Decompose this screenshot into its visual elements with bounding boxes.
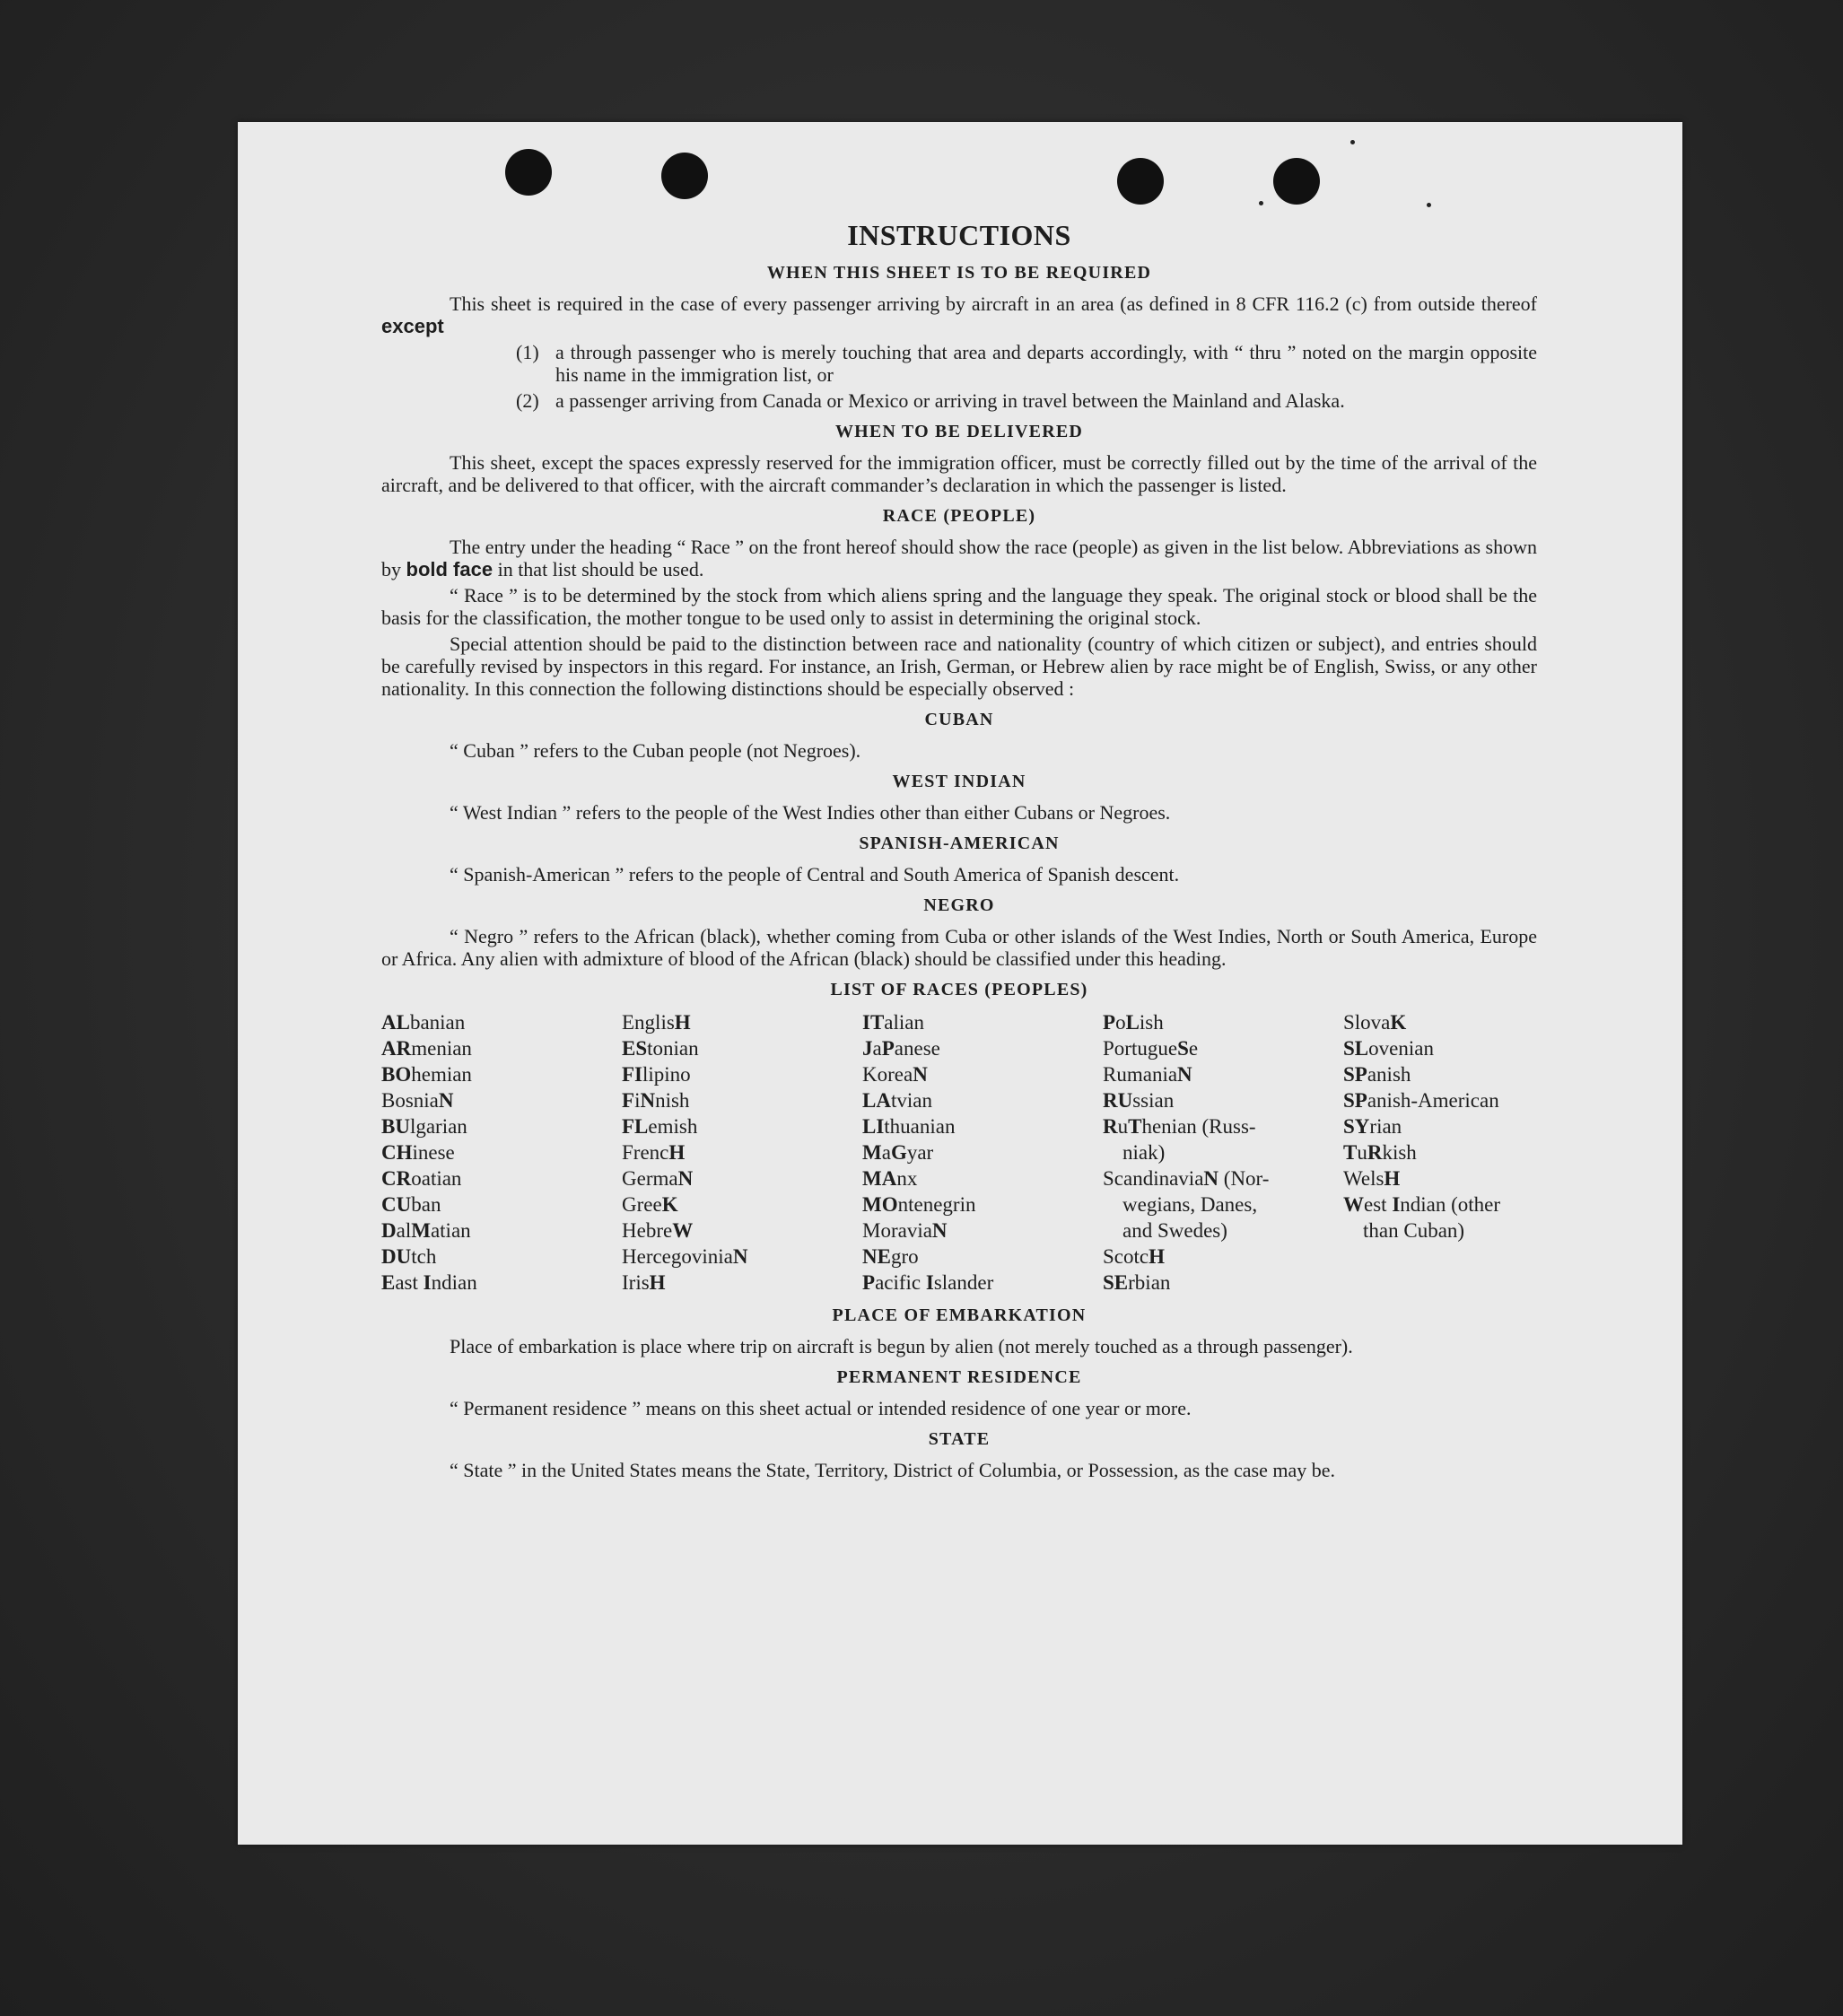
race-abbreviation: D bbox=[381, 1219, 397, 1242]
race-text: Gree bbox=[622, 1193, 662, 1216]
cuban-text: “ Cuban ” refers to the Cuban people (not Negroes). bbox=[450, 739, 861, 762]
race-abbreviation: K bbox=[1390, 1011, 1407, 1034]
race-entry bbox=[622, 1087, 862, 1113]
when-delivered-text: This sheet, except the spaces expressly reserved for the immigration officer, must be correctly filled out by the time of the arrival of the aircraft, and be delivered to that officer, with the aircraft commander’s declaration in which the passenger is listed. bbox=[381, 451, 1537, 496]
race-abbreviation: I bbox=[925, 1271, 934, 1294]
race-entry bbox=[862, 1217, 1103, 1244]
race-text: anish-American bbox=[1367, 1089, 1499, 1112]
race-text: ovenian bbox=[1368, 1037, 1434, 1060]
race-abbreviation: T bbox=[1128, 1115, 1142, 1138]
race-text: ast bbox=[395, 1271, 424, 1294]
race-abbreviation: N bbox=[732, 1245, 748, 1268]
race-abbreviation: FL bbox=[622, 1115, 649, 1138]
race-column bbox=[1343, 1009, 1537, 1296]
punch-hole bbox=[1117, 158, 1164, 205]
race-text: Wels bbox=[1343, 1167, 1384, 1190]
race-text: Hercegovinia bbox=[622, 1245, 733, 1268]
race-text: est bbox=[1364, 1193, 1393, 1216]
race-text: Germa bbox=[622, 1167, 678, 1190]
scan-speck bbox=[1259, 201, 1263, 205]
race-text: Bosnia bbox=[381, 1089, 439, 1112]
race-abbreviation: MO bbox=[862, 1193, 898, 1216]
race-text: niak) bbox=[1122, 1141, 1166, 1164]
race-abbreviation: T bbox=[1343, 1141, 1358, 1164]
race-entry bbox=[1343, 1061, 1537, 1087]
race-entry bbox=[381, 1165, 622, 1191]
west-indian-text: “ West Indian ” refers to the people of the West Indies other than either Cubans or Negroes. bbox=[450, 801, 1171, 824]
race-entry bbox=[1103, 1009, 1343, 1035]
race-abbreviation: M bbox=[862, 1141, 882, 1164]
race-abbreviation: N bbox=[1177, 1063, 1192, 1086]
race-abbreviation: BO bbox=[381, 1063, 412, 1086]
scan-speck bbox=[1350, 140, 1355, 144]
race-entry bbox=[1343, 1139, 1537, 1165]
race-column bbox=[1103, 1009, 1343, 1296]
race-entry bbox=[862, 1035, 1103, 1061]
race-abbreviation: NE bbox=[862, 1245, 891, 1268]
races-list bbox=[381, 1009, 1537, 1296]
race-entry bbox=[862, 1191, 1103, 1217]
race-abbreviation: RU bbox=[1103, 1089, 1133, 1112]
race-text: slander bbox=[933, 1271, 994, 1294]
race-text: menian bbox=[411, 1037, 472, 1060]
race-text: emish bbox=[648, 1115, 698, 1138]
race-text: a bbox=[881, 1141, 891, 1164]
race-text: i bbox=[634, 1089, 641, 1112]
race-abbreviation: P bbox=[862, 1271, 876, 1294]
race-entry bbox=[862, 1113, 1103, 1139]
race-entry bbox=[381, 1035, 622, 1061]
race-text: wegians, Danes, bbox=[1122, 1193, 1258, 1216]
race-entry bbox=[622, 1165, 862, 1191]
race-abbreviation: N bbox=[640, 1089, 656, 1112]
race-text: Scandinavia bbox=[1103, 1167, 1204, 1190]
punch-hole bbox=[505, 149, 552, 196]
race-text: and Swedes) bbox=[1122, 1219, 1227, 1242]
race-abbreviation: F bbox=[622, 1089, 635, 1112]
race-entry bbox=[1103, 1113, 1343, 1139]
race-abbreviation: N bbox=[438, 1089, 454, 1112]
race-text: Moravia bbox=[862, 1219, 932, 1242]
state-text: “ State ” in the United States means the State, Territory, District of Columbia, or Possession, as the case may be. bbox=[450, 1459, 1336, 1481]
race-entry bbox=[1103, 1217, 1343, 1244]
race-text: Korea bbox=[862, 1063, 913, 1086]
race-text: tvian bbox=[890, 1089, 932, 1112]
race-abbreviation: J bbox=[862, 1037, 873, 1060]
race-abbreviation: SL bbox=[1343, 1037, 1369, 1060]
race-text: ndian (other bbox=[1400, 1193, 1501, 1216]
race-abbreviation: BU bbox=[381, 1115, 410, 1138]
race-abbreviation: IT bbox=[862, 1011, 885, 1034]
race-entry bbox=[1103, 1270, 1343, 1296]
race-entry bbox=[1343, 1165, 1537, 1191]
race-text: (Nor- bbox=[1218, 1167, 1270, 1190]
residence-text: “ Permanent residence ” means on this sheet actual or intended residence of one year or more. bbox=[450, 1397, 1192, 1419]
race-entry bbox=[381, 1087, 622, 1113]
race-entry bbox=[1103, 1139, 1343, 1165]
race-entry bbox=[622, 1139, 862, 1165]
race-abbreviation: LI bbox=[862, 1115, 885, 1138]
race-text: ish bbox=[1139, 1011, 1164, 1034]
embarkation-text: Place of embarkation is place where trip on aircraft is begun by alien (not merely touched as a through passenger). bbox=[450, 1335, 1353, 1357]
race-abbreviation: SY bbox=[1343, 1115, 1370, 1138]
race-abbreviation: I bbox=[423, 1271, 432, 1294]
race-entry bbox=[622, 1035, 862, 1061]
heading-race: RACE (PEOPLE) bbox=[882, 506, 1036, 526]
negro-text: “ Negro ” refers to the African (black), whether coming from Cuba or other islands of the West Indies, North or South America, Europe or Africa. Any alien with admixture of blood of the African (black) should be classified under this heading. bbox=[381, 925, 1537, 970]
when-required-intro bbox=[381, 292, 1537, 337]
race-text: Scotc bbox=[1103, 1245, 1149, 1268]
race-column bbox=[381, 1009, 622, 1296]
race-text: than Cuban) bbox=[1363, 1219, 1465, 1242]
race-text: rbian bbox=[1128, 1271, 1171, 1294]
race-entry bbox=[381, 1009, 622, 1035]
race-text: al bbox=[396, 1219, 412, 1242]
race-entry bbox=[1103, 1165, 1343, 1191]
race-abbreviation: P bbox=[881, 1037, 895, 1060]
page-title: INSTRUCTIONS bbox=[847, 219, 1071, 251]
race-paragraph-2: “ Race ” is to be determined by the stock from which aliens spring and the language they speak. The original stock or blood shall be the basis for the classification, the mother tongue to be used only to assist in determining the original stock. bbox=[381, 584, 1537, 629]
race-entry bbox=[1343, 1087, 1537, 1113]
race-text: tch bbox=[411, 1245, 437, 1268]
instructions-body bbox=[381, 219, 1537, 1481]
item-text: a through passenger who is merely touching that area and departs accordingly, with “ thru ” noted on the margin opposite his name in the immigration list, or bbox=[555, 341, 1537, 386]
race-text: tonian bbox=[647, 1037, 699, 1060]
race-text: lgarian bbox=[409, 1115, 467, 1138]
exception-item bbox=[516, 341, 1537, 386]
race-entry bbox=[862, 1165, 1103, 1191]
race-abbreviation: I bbox=[1392, 1193, 1401, 1216]
race-text: kish bbox=[1382, 1141, 1417, 1164]
race-abbreviation: P bbox=[1103, 1011, 1116, 1034]
race-entry bbox=[1103, 1087, 1343, 1113]
race-entry bbox=[862, 1009, 1103, 1035]
race-text: banian bbox=[409, 1011, 466, 1034]
race-p1-bold: bold face bbox=[406, 558, 494, 580]
race-abbreviation: AR bbox=[381, 1037, 412, 1060]
race-text: hemian bbox=[411, 1063, 472, 1086]
race-abbreviation: FI bbox=[622, 1063, 642, 1086]
race-p1-start: The entry under the heading “ Race ” on the front hereof should show the race (people) as given in the list below. Abbreviations as shown by bbox=[381, 536, 1537, 580]
race-entry bbox=[381, 1217, 622, 1244]
race-text: Hebre bbox=[622, 1219, 673, 1242]
race-text: alian bbox=[884, 1011, 924, 1034]
race-text: Englis bbox=[622, 1011, 675, 1034]
heading-spanish-american: SPANISH-AMERICAN bbox=[859, 833, 1060, 853]
race-abbreviation: CR bbox=[381, 1167, 412, 1190]
race-abbreviation: H bbox=[649, 1271, 666, 1294]
race-abbreviation: DU bbox=[381, 1245, 412, 1268]
spanish-american-text: “ Spanish-American ” refers to the people of Central and South America of Spanish descent. bbox=[450, 863, 1180, 886]
race-abbreviation: L bbox=[1125, 1011, 1140, 1034]
race-text: thuanian bbox=[884, 1115, 956, 1138]
race-abbreviation: N bbox=[931, 1219, 948, 1242]
scan-speck bbox=[1427, 203, 1431, 207]
race-text: inese bbox=[412, 1141, 455, 1164]
race-entry bbox=[381, 1244, 622, 1270]
race-text: atian bbox=[430, 1219, 471, 1242]
race-entry bbox=[622, 1061, 862, 1087]
race-text: Rumania bbox=[1103, 1063, 1178, 1086]
race-text: ban bbox=[411, 1193, 441, 1216]
race-text: nx bbox=[896, 1167, 918, 1190]
race-text: ntenegrin bbox=[897, 1193, 976, 1216]
race-entry bbox=[1343, 1217, 1537, 1244]
race-abbreviation: K bbox=[661, 1193, 678, 1216]
heading-negro: NEGRO bbox=[923, 895, 995, 915]
race-entry bbox=[1103, 1035, 1343, 1061]
race-text: u bbox=[1117, 1115, 1129, 1138]
heading-when-delivered: WHEN TO BE DELIVERED bbox=[834, 422, 1084, 441]
document-page bbox=[238, 122, 1682, 1845]
race-entry bbox=[622, 1191, 862, 1217]
race-text: nish bbox=[655, 1089, 690, 1112]
race-abbreviation: CH bbox=[381, 1141, 413, 1164]
race-text: acific bbox=[875, 1271, 926, 1294]
race-entry bbox=[622, 1270, 862, 1296]
race-entry bbox=[622, 1217, 862, 1244]
heading-permanent-residence: PERMANENT RESIDENCE bbox=[836, 1367, 1082, 1387]
race-p1-end: in that list should be used. bbox=[497, 558, 704, 580]
race-text: ssian bbox=[1132, 1089, 1175, 1112]
race-abbreviation: S bbox=[1177, 1037, 1189, 1060]
intro-except: except bbox=[381, 315, 444, 337]
race-abbreviation: ES bbox=[622, 1037, 648, 1060]
race-entry bbox=[862, 1061, 1103, 1087]
heading-state: STATE bbox=[928, 1429, 991, 1449]
race-abbreviation: MA bbox=[862, 1167, 897, 1190]
race-entry bbox=[381, 1113, 622, 1139]
race-abbreviation: N bbox=[913, 1063, 928, 1086]
race-paragraph-3: Special attention should be paid to the distinction between race and nationality (country of which citizen or subject), and entries should be carefully revised by inspectors in this regard. For instance, an Irish, German, or Hebrew alien by race might be of English, Swiss, or any other nationality. In this connection the following distinctions should be especially observed : bbox=[381, 633, 1537, 700]
race-entry bbox=[622, 1113, 862, 1139]
race-abbreviation: G bbox=[890, 1141, 907, 1164]
race-entry bbox=[1103, 1191, 1343, 1217]
race-paragraph-1 bbox=[381, 536, 1537, 580]
item-number: (2) bbox=[516, 389, 539, 412]
heading-west-indian: WEST INDIAN bbox=[892, 772, 1026, 791]
heading-embarkation: PLACE OF EMBARKATION bbox=[832, 1305, 1087, 1325]
race-text: o bbox=[1115, 1011, 1126, 1034]
race-text: Frenc bbox=[622, 1141, 669, 1164]
race-text: yar bbox=[906, 1141, 934, 1164]
race-abbreviation: H bbox=[674, 1011, 691, 1034]
race-abbreviation: M bbox=[411, 1219, 431, 1242]
heading-cuban: CUBAN bbox=[924, 710, 994, 729]
race-column bbox=[622, 1009, 862, 1296]
race-entry bbox=[1343, 1191, 1537, 1217]
heading-when-required: WHEN THIS SHEET IS TO BE REQUIRED bbox=[766, 263, 1152, 283]
race-entry bbox=[381, 1139, 622, 1165]
race-entry bbox=[381, 1061, 622, 1087]
race-abbreviation: E bbox=[381, 1271, 396, 1294]
race-text: anish bbox=[1367, 1063, 1411, 1086]
race-entry bbox=[381, 1270, 622, 1296]
race-abbreviation: W bbox=[1343, 1193, 1364, 1216]
race-abbreviation: W bbox=[672, 1219, 694, 1242]
race-entry bbox=[1343, 1009, 1537, 1035]
race-text: Iris bbox=[622, 1271, 650, 1294]
race-text: Slova bbox=[1343, 1011, 1391, 1034]
race-entry bbox=[622, 1244, 862, 1270]
race-abbreviation: N bbox=[1203, 1167, 1219, 1190]
item-text: a passenger arriving from Canada or Mexico or arriving in travel between the Mainland and Alaska. bbox=[555, 389, 1345, 412]
race-abbreviation: H bbox=[1384, 1167, 1401, 1190]
race-abbreviation: R bbox=[1103, 1115, 1118, 1138]
race-entry bbox=[862, 1087, 1103, 1113]
race-abbreviation: SP bbox=[1343, 1089, 1367, 1112]
race-entry bbox=[1103, 1244, 1343, 1270]
race-column bbox=[862, 1009, 1103, 1296]
race-entry bbox=[622, 1009, 862, 1035]
race-text: gro bbox=[890, 1245, 919, 1268]
item-number: (1) bbox=[516, 341, 539, 363]
race-text: anese bbox=[894, 1037, 940, 1060]
race-abbreviation: LA bbox=[862, 1089, 891, 1112]
race-abbreviation: N bbox=[677, 1167, 694, 1190]
race-text: henian (Russ- bbox=[1141, 1115, 1256, 1138]
heading-list-of-races: LIST OF RACES (PEOPLES) bbox=[830, 980, 1088, 999]
race-entry bbox=[381, 1191, 622, 1217]
race-entry bbox=[1343, 1035, 1537, 1061]
race-abbreviation: CU bbox=[381, 1193, 412, 1216]
race-entry bbox=[1343, 1113, 1537, 1139]
exception-item bbox=[516, 389, 1537, 412]
punch-hole bbox=[1273, 158, 1320, 205]
race-text: u bbox=[1357, 1141, 1367, 1164]
race-text: e bbox=[1188, 1037, 1199, 1060]
intro-text: This sheet is required in the case of every passenger arriving by aircraft in an area (as defined in 8 CFR 116.2 (c) from outside thereof bbox=[450, 292, 1537, 315]
race-entry bbox=[862, 1270, 1103, 1296]
race-entry bbox=[862, 1244, 1103, 1270]
race-abbreviation: SP bbox=[1343, 1063, 1367, 1086]
race-text: ndian bbox=[431, 1271, 477, 1294]
race-text: Portugue bbox=[1103, 1037, 1178, 1060]
race-text: lipino bbox=[642, 1063, 691, 1086]
punch-hole bbox=[661, 153, 708, 199]
race-abbreviation: H bbox=[668, 1141, 686, 1164]
race-abbreviation: SE bbox=[1103, 1271, 1129, 1294]
race-text: oatian bbox=[411, 1167, 462, 1190]
race-abbreviation: H bbox=[1149, 1245, 1165, 1268]
race-text: a bbox=[872, 1037, 882, 1060]
race-text: rian bbox=[1369, 1115, 1402, 1138]
race-entry bbox=[862, 1139, 1103, 1165]
race-abbreviation: AL bbox=[381, 1011, 410, 1034]
race-entry bbox=[1103, 1061, 1343, 1087]
race-abbreviation: R bbox=[1367, 1141, 1383, 1164]
